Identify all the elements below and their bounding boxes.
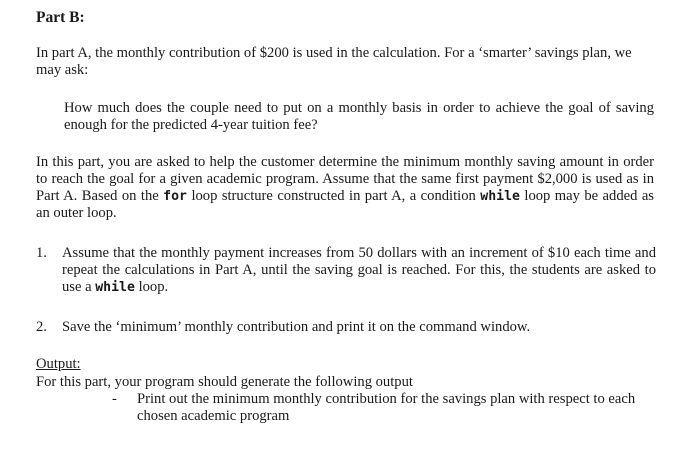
list-item [36, 245, 656, 296]
part-heading: Part B: [36, 9, 85, 26]
bullet-text: Print out the minimum monthly contribution for the savings plan with respect to each chosen academic program [137, 391, 636, 424]
output-label: Output: [36, 356, 81, 372]
task-text-3: loop may be added as an outer loop. [36, 188, 654, 221]
list-number: 2. [36, 319, 47, 335]
output-bullet [112, 391, 652, 425]
list-item-text [62, 245, 656, 296]
list-item [36, 319, 656, 336]
task-paragraph [36, 154, 654, 222]
list-text-after: loop. [134, 279, 169, 295]
question-paragraph: How much does the couple need to put on a monthly basis in order to achieve the goal of saving enough for the predicted 4-year tuition fee? [64, 100, 654, 133]
list-number: 1. [36, 245, 47, 261]
keyword-for: for [163, 189, 187, 204]
keyword-while: while [480, 189, 520, 204]
intro-paragraph: In part A, the monthly contribution of $200 is used in the calculation. For a ‘smarter’ savings plan, we may ask: [36, 45, 632, 78]
task-text-2: loop structure constructed in part A, a condition [187, 188, 481, 204]
task-text-1: In this part, you are asked to help the customer determine the minimum monthly saving amount in order to reach the goal for a given academic program. Assume that the same first payment $2,000 is used as in Part A. Based on the [36, 154, 654, 204]
bullet-dash: - [112, 391, 117, 407]
list-text-before: Assume that the monthly payment increases from 50 dollars with an increment of $10 each time and repeat the calculations in Part A, until the saving goal is reached. For this, the students are asked to use a [62, 245, 656, 295]
list-item-text: Save the ‘minimum’ monthly contribution and print it on the command window. [62, 319, 531, 335]
output-intro: For this part, your program should generate the following output [36, 374, 413, 390]
keyword-while: while [95, 280, 135, 295]
